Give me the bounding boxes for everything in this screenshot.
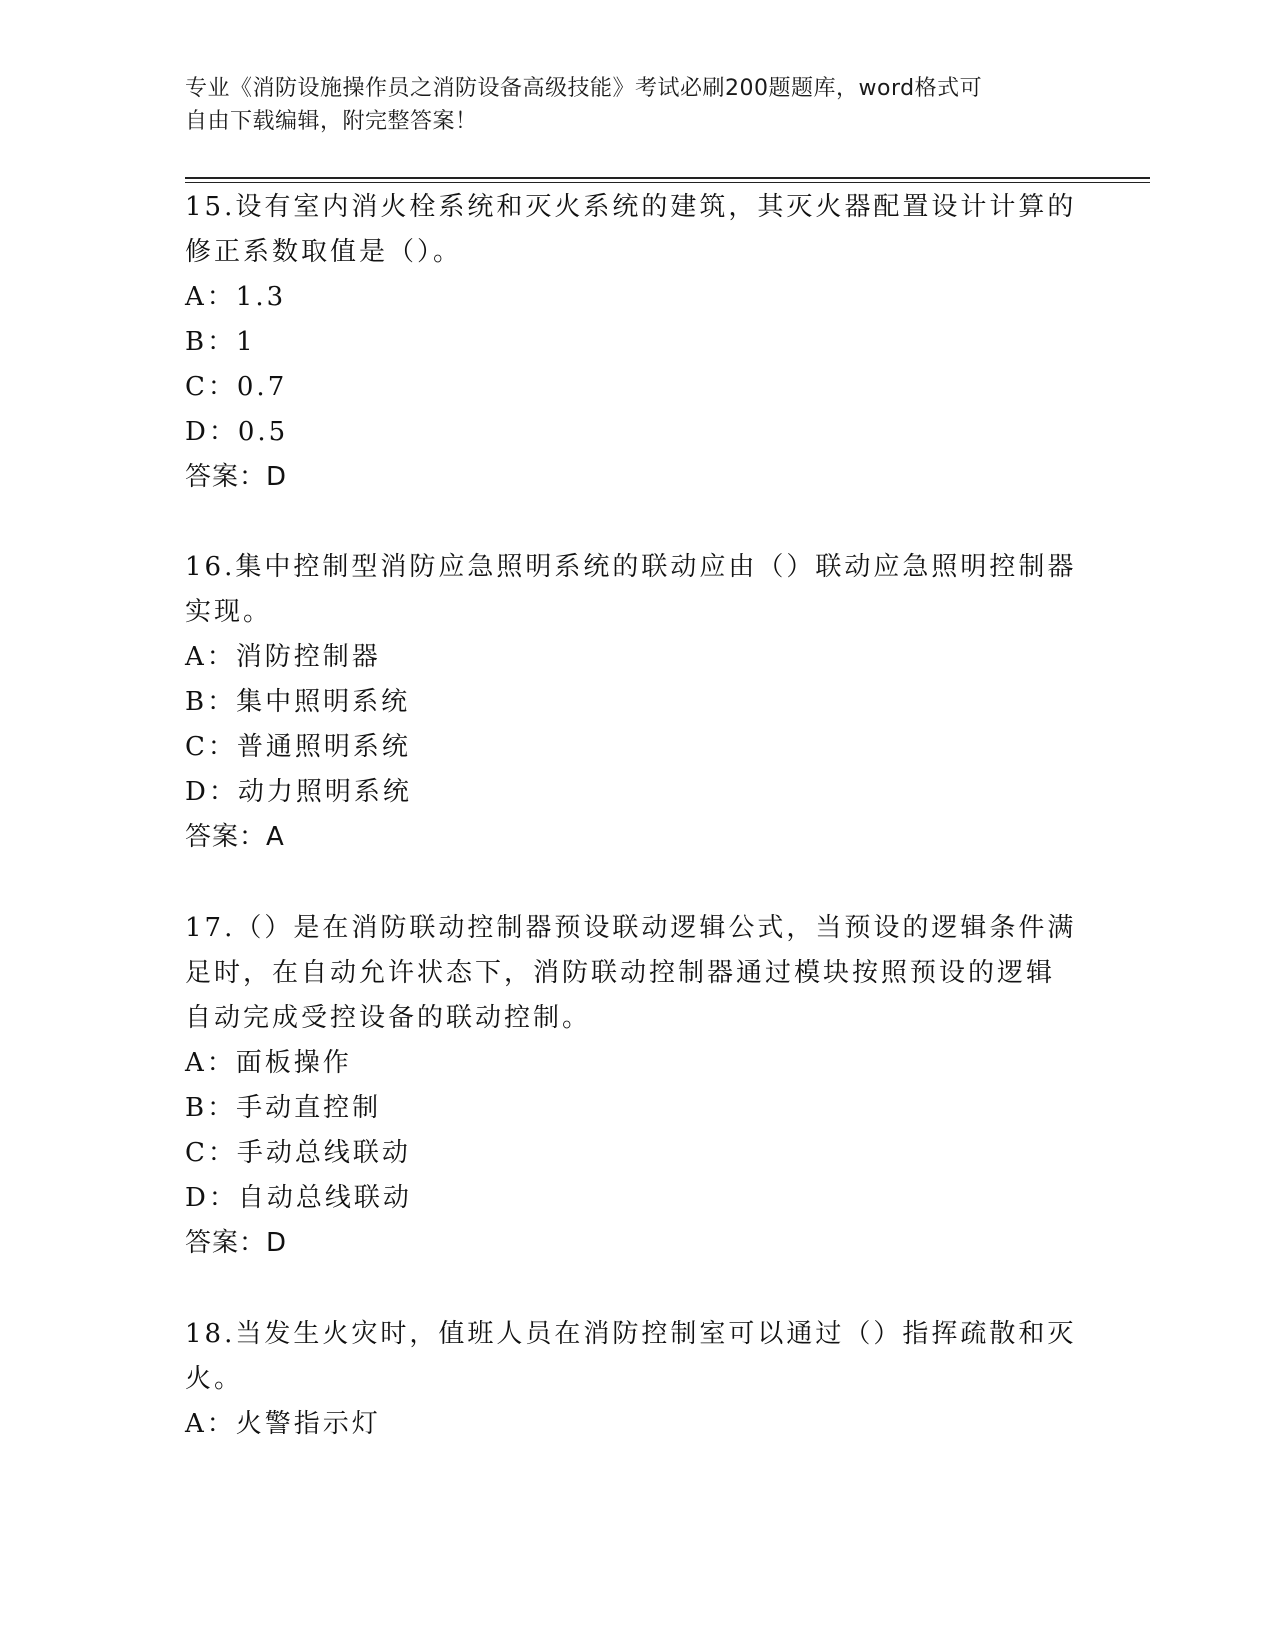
option-c: C：手动总线联动	[185, 1138, 411, 1168]
option-c: C：0.7	[185, 372, 288, 402]
question-stem-line: 16.集中控制型消防应急照明系统的联动应由（）联动应急照明控制器	[185, 552, 1077, 582]
header-divider-thin	[185, 182, 1150, 183]
header-line-2: 自由下载编辑，附完整答案！	[185, 109, 478, 134]
answer-line: 答案：D	[185, 462, 288, 492]
question-stem-line: 火。	[185, 1364, 244, 1394]
question-stem-line: 17.（）是在消防联动控制器预设联动逻辑公式，当预设的逻辑条件满	[185, 913, 1077, 943]
question-stem-line: 实现。	[185, 597, 273, 627]
question-17	[185, 906, 1085, 1266]
header-divider-thick	[185, 177, 1150, 179]
option-a: A：1.3	[185, 282, 287, 312]
question-stem-line: 足时，在自动允许状态下，消防联动控制器通过模块按照预设的逻辑	[185, 958, 1056, 988]
option-c: C：普通照明系统	[185, 732, 411, 762]
question-stem-line: 15.设有室内消火栓系统和灭火系统的建筑，其灭火器配置设计计算的	[185, 192, 1077, 222]
question-18	[185, 1312, 1085, 1447]
answer-line: 答案：A	[185, 822, 285, 852]
question-15	[185, 185, 1085, 500]
question-stem-line: 自动完成受控设备的联动控制。	[185, 1003, 592, 1033]
option-b: B：集中照明系统	[185, 687, 411, 717]
option-a: A：火警指示灯	[185, 1409, 381, 1439]
option-d: D：自动总线联动	[185, 1183, 412, 1213]
question-stem-line: 18.当发生火灾时，值班人员在消防控制室可以通过（）指挥疏散和灭	[185, 1319, 1077, 1349]
option-a: A：面板操作	[185, 1048, 352, 1078]
question-16	[185, 545, 1085, 860]
answer-line: 答案：D	[185, 1228, 288, 1258]
option-b: B：1	[185, 327, 256, 357]
option-a: A：消防控制器	[185, 642, 381, 672]
header-line-1: 专业《消防设施操作员之消防设备高级技能》考试必刷200题题库，word格式可	[185, 76, 983, 101]
option-b: B：手动直控制	[185, 1093, 382, 1123]
question-stem-line: 修正系数取值是（）。	[185, 237, 463, 267]
option-d: D：0.5	[185, 417, 289, 447]
document-header	[185, 72, 1065, 138]
option-d: D：动力照明系统	[185, 777, 412, 807]
